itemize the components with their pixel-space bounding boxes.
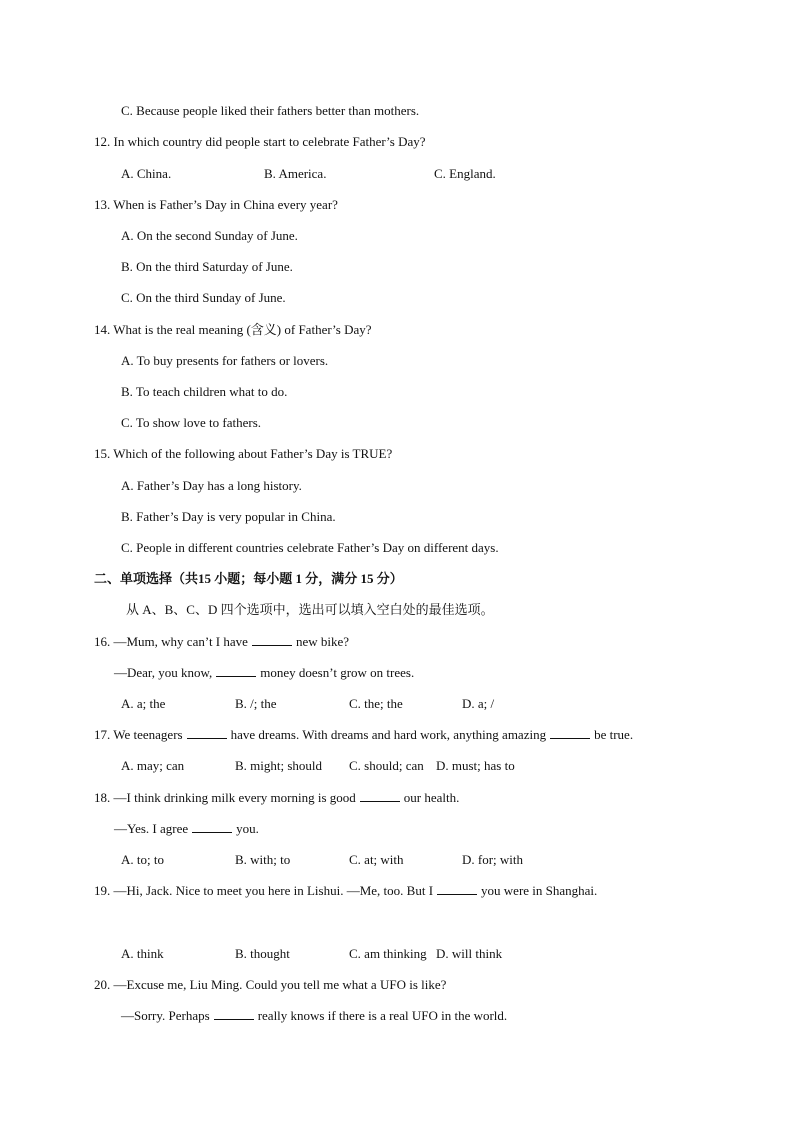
q16-option-a: A. a; the [121, 696, 166, 711]
answer-blank [216, 665, 256, 677]
answer-blank [187, 727, 227, 739]
answer-blank [360, 790, 400, 802]
q14-option-a: A. To buy presents for fathers or lovers. [121, 353, 329, 368]
q16-line1 [94, 634, 349, 650]
q18-text-b: our health. [403, 790, 460, 805]
q16-text-a: 16. —Mum, why can’t I have [94, 634, 248, 649]
q16-option-d: D. a; / [462, 696, 495, 711]
q15-question: 15. Which of the following about Father’s Day is TRUE? [94, 446, 393, 461]
q17-text-c: be true. [594, 727, 634, 742]
q12-question: 12. In which country did people start to celebrate Father’s Day? [94, 134, 426, 149]
q17-option-b: B. might; should [235, 758, 323, 773]
q16-option-c: C. the; the [349, 696, 403, 711]
q17-option-a: A. may; can [121, 758, 185, 773]
q19-option-a: A. think [121, 946, 164, 961]
q19-option-c: C. am thinking [349, 946, 427, 961]
q18-text-c: —Yes. I agree [114, 821, 189, 836]
q19-option-d: D. will think [436, 946, 503, 961]
section-instruction: 从 A、B、C、D 四个选项中，选出可以填入空白处的最佳选项。 [126, 602, 494, 617]
q18-option-d: D. for; with [462, 852, 524, 867]
q15-option-a: A. Father’s Day has a long history. [121, 478, 302, 493]
q14-option-b: B. To teach children what to do. [121, 384, 288, 399]
q13-option-b: B. On the third Saturday of June. [121, 259, 293, 274]
answer-blank [252, 634, 292, 646]
q17-option-c: C. should; can [349, 758, 424, 773]
q14-option-c: C. To show love to fathers. [121, 415, 262, 430]
q13-question: 13. When is Father’s Day in China every year? [94, 197, 338, 212]
q14-question: 14. What is the real meaning (含义) of Father’s Day? [94, 322, 372, 337]
q17-text-b: have dreams. With dreams and hard work, anything amazing [230, 727, 547, 742]
q17-line1 [94, 727, 633, 743]
q18-option-a: A. to; to [121, 852, 164, 867]
answer-blank [214, 1008, 254, 1020]
q19-line1 [94, 883, 597, 899]
q19-text-b: you were in Shanghai. [481, 883, 598, 898]
q16-text-b: new bike? [295, 634, 349, 649]
q20-text-a: —Sorry. Perhaps [121, 1008, 210, 1023]
q20-line2 [121, 1008, 507, 1024]
q18-option-c: C. at; with [349, 852, 404, 867]
q15-option-b: B. Father’s Day is very popular in China. [121, 509, 336, 524]
section-title: 二、单项选择（共15 小题；每小题 1 分，满分 15 分） [94, 571, 403, 586]
q17-text-a: 17. We teenagers [94, 727, 183, 742]
q18-text-d: you. [236, 821, 259, 836]
q20-text-b: really knows if there is a real UFO in the world. [257, 1008, 508, 1023]
q18-line1 [94, 790, 459, 806]
q12-option-b: B. America. [264, 166, 327, 181]
q13-option-c: C. On the third Sunday of June. [121, 290, 286, 305]
q13-option-a: A. On the second Sunday of June. [121, 228, 298, 243]
q16-text-d: money doesn’t grow on trees. [260, 665, 415, 680]
q18-option-b: B. with; to [235, 852, 291, 867]
q19-option-b: B. thought [235, 946, 290, 961]
q15-option-c: C. People in different countries celebrate Father’s Day on different days. [121, 540, 499, 555]
q16-text-c: —Dear, you know, [114, 665, 213, 680]
q12-option-c: C. England. [434, 166, 496, 181]
q16-line2 [114, 665, 414, 681]
q18-line2 [114, 821, 259, 837]
q17-option-d: D. must; has to [436, 758, 515, 773]
q16-option-b: B. /; the [235, 696, 277, 711]
q11-option-c: C. Because people liked their fathers better than mothers. [121, 103, 420, 118]
answer-blank [192, 821, 232, 833]
answer-blank [550, 727, 590, 739]
q12-option-a: A. China. [121, 166, 172, 181]
answer-blank [437, 883, 477, 895]
q18-text-a: 18. —I think drinking milk every morning is good [94, 790, 356, 805]
q20-line1: 20. —Excuse me, Liu Ming. Could you tell me what a UFO is like? [94, 977, 447, 992]
q19-text-a: 19. —Hi, Jack. Nice to meet you here in Lishui. —Me, too. But I [94, 883, 434, 898]
